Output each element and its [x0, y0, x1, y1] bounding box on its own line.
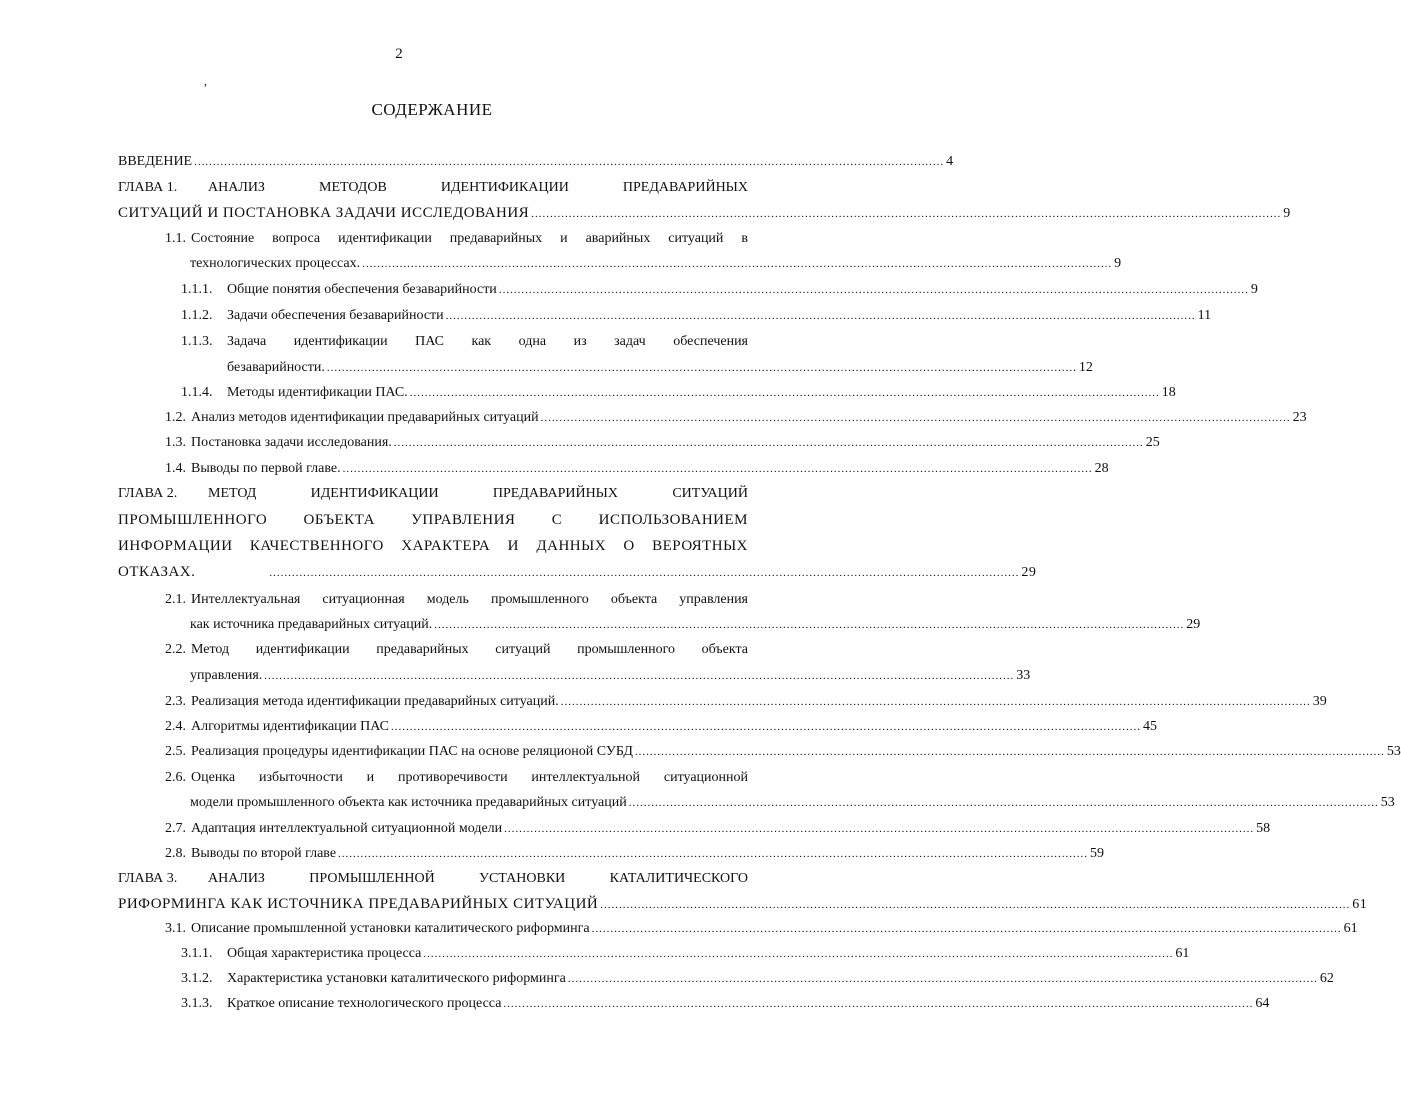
toc-entry[interactable]: [181, 946, 1190, 968]
toc-entry-number: 3.1.2.: [181, 971, 213, 986]
toc-entry-text: Методы идентификации ПАС.: [227, 385, 408, 400]
toc-entry-text: Адаптация интеллектуальной ситуационной модели: [191, 821, 503, 836]
toc-entry-number: 2.6.: [165, 770, 186, 785]
toc-entry-text: Состояние вопроса идентификации предаварийных и аварийных ситуаций в: [191, 231, 748, 246]
toc-dot-leader: ........................................................................................................................................................................................................: [634, 746, 1385, 758]
toc-dot-leader: ........................................................................................................................................................................................................: [269, 567, 1020, 579]
toc-entry[interactable]: [190, 256, 1122, 278]
toc-page-number: 58: [1256, 821, 1271, 836]
toc-dot-leader: ........................................................................................................................................................................................................: [567, 973, 1318, 985]
toc-entry-number: 3.1.3.: [181, 996, 213, 1011]
toc-page-number: 11: [1197, 308, 1212, 323]
toc-dot-leader: ........................................................................................................................................................................................................: [393, 437, 1144, 449]
toc-page-number: 53: [1380, 795, 1395, 810]
toc-entry[interactable]: [118, 205, 1291, 227]
toc-entry-text: РИФОРМИНГА КАК ИСТОЧНИКА ПРЕДАВАРИЙНЫХ СИТУАЦИЙ: [118, 896, 599, 912]
toc-page-number: 9: [1114, 256, 1122, 271]
toc-page-number: 9: [1250, 282, 1258, 297]
scan-mark: ,: [204, 74, 207, 88]
toc-page-number: 23: [1292, 410, 1307, 425]
toc-entry-number: ГЛАВА 1.: [118, 180, 178, 195]
toc-dot-leader: ........................................................................................................................................................................................................: [338, 848, 1089, 860]
toc-entry-number: 1.3.: [165, 435, 186, 450]
toc-entry[interactable]: [165, 410, 1307, 432]
toc-entry-text: Общие понятия обеспечения безаварийности: [227, 282, 497, 297]
toc-entry-text: СИТУАЦИЙ И ПОСТАНОВКА ЗАДАЧИ ИССЛЕДОВАНИЯ: [118, 205, 530, 221]
toc-entry-text: ВВЕДЕНИЕ: [118, 154, 193, 169]
toc-entry-text: Задача идентификации ПАС как одна из задач обеспечения: [227, 334, 748, 349]
toc-entry[interactable]: [227, 360, 1093, 382]
toc-dot-leader: ........................................................................................................................................................................................................: [503, 998, 1254, 1010]
toc-entry[interactable]: [165, 770, 748, 792]
toc-entry[interactable]: [165, 435, 1160, 457]
toc-page-number: 61: [1352, 897, 1368, 912]
toc-entry-number: 2.7.: [165, 821, 186, 836]
toc-entry-text: Характеристика установки каталитического риформинга: [227, 971, 566, 986]
toc-dot-leader: ........................................................................................................................................................................................................: [504, 823, 1255, 835]
toc-dot-leader: ........................................................................................................................................................................................................: [540, 412, 1291, 424]
toc-entry-number: 1.1.4.: [181, 385, 213, 400]
toc-entry[interactable]: [181, 996, 1270, 1018]
toc-entry[interactable]: [118, 538, 748, 560]
toc-page-number: 64: [1255, 996, 1270, 1011]
toc-entry[interactable]: [165, 744, 1401, 766]
toc-dot-leader: ........................................................................................................................................................................................................: [445, 310, 1196, 322]
toc-entry-text: Описание промышленной установки каталитического риформинга: [191, 921, 590, 936]
toc-entry-number: 1.2.: [165, 410, 186, 425]
toc-entry-text: Интеллектуальная ситуационная модель промышленного объекта управления: [191, 592, 748, 607]
toc-entry-text: Общая характеристика процесса: [227, 946, 422, 961]
toc-entry-number: 1.4.: [165, 461, 186, 476]
toc-entry[interactable]: [165, 821, 1271, 843]
toc-entry-text: Метод идентификации предаварийных ситуаций промышленного объекта: [191, 642, 748, 657]
toc-entry[interactable]: [118, 512, 748, 534]
toc-page-number: 9: [1283, 206, 1291, 221]
toc-entry-number: 2.5.: [165, 744, 186, 759]
toc-entry-number: 2.1.: [165, 592, 186, 607]
toc-entry-text: АНАЛИЗ МЕТОДОВ ИДЕНТИФИКАЦИИ ПРЕДАВАРИЙНЫХ: [208, 180, 748, 195]
toc-dot-leader: ........................................................................................................................................................................................................: [434, 619, 1185, 631]
toc-entry-number: 1.1.: [165, 231, 186, 246]
toc-entry[interactable]: [118, 486, 748, 508]
toc-page-number: 53: [1386, 744, 1401, 759]
toc-entry[interactable]: [118, 180, 748, 202]
toc-entry[interactable]: [181, 334, 748, 356]
toc-entry-text: Анализ методов идентификации предаварийных ситуаций: [191, 410, 539, 425]
toc-page-number: 12: [1078, 360, 1093, 375]
toc-entry-text: ИНФОРМАЦИИ КАЧЕСТВЕННОГО ХАРАКТЕРА И ДАННЫХ О ВЕРОЯТНЫХ: [118, 538, 748, 554]
toc-entry-text: Краткое описание технологического процесса: [227, 996, 502, 1011]
toc-page-number: 33: [1016, 668, 1031, 683]
toc-entry[interactable]: [190, 795, 1395, 817]
toc-entry[interactable]: [181, 971, 1334, 993]
toc-entry[interactable]: [118, 896, 1368, 918]
toc-entry-number: ГЛАВА 2.: [118, 486, 178, 501]
toc-entry[interactable]: [165, 461, 1109, 483]
toc-dot-leader: ........................................................................................................................................................................................................: [342, 463, 1093, 475]
toc-dot-leader: ........................................................................................................................................................................................................: [600, 899, 1351, 911]
toc-entry[interactable]: [118, 564, 1037, 586]
toc-page-number: 4: [946, 154, 954, 169]
toc-page-number: 45: [1143, 719, 1158, 734]
toc-entry[interactable]: [181, 282, 1258, 304]
toc-entry[interactable]: [165, 592, 748, 614]
toc-entry[interactable]: [118, 871, 748, 893]
toc-dot-leader: ........................................................................................................................................................................................................: [264, 670, 1015, 682]
toc-page-number: 28: [1094, 461, 1109, 476]
toc-page-number: 29: [1021, 565, 1037, 580]
toc-entry-number: 2.4.: [165, 719, 186, 734]
toc-entry-number: 2.3.: [165, 694, 186, 709]
toc-entry-text: Задачи обеспечения безаварийности: [227, 308, 444, 323]
toc-entry-text: технологических процессах.: [190, 256, 361, 271]
toc-page-number: 62: [1319, 971, 1334, 986]
toc-entry-number: 2.2.: [165, 642, 186, 657]
toc-entry[interactable]: [165, 694, 1327, 716]
toc-entry-text: Реализация метода идентификации предаварийных ситуаций.: [191, 694, 559, 709]
toc-entry-text: Оценка избыточности и противоречивости интеллектуальной ситуационной: [191, 770, 748, 785]
toc-dot-leader: ........................................................................................................................................................................................................: [391, 721, 1142, 733]
page-number: 2: [395, 46, 403, 62]
toc-entry-text: безаварийности.: [227, 360, 325, 375]
toc-dot-leader: ........................................................................................................................................................................................................: [591, 923, 1342, 935]
toc-page-number: 18: [1161, 385, 1176, 400]
toc-entry-text: Алгоритмы идентификации ПАС: [191, 719, 390, 734]
toc-entry-number: 3.1.: [165, 921, 186, 936]
toc-entry[interactable]: [181, 385, 1176, 407]
toc-entry-text: управления.: [190, 668, 263, 683]
toc-entry[interactable]: [165, 846, 1105, 868]
toc-dot-leader: ........................................................................................................................................................................................................: [194, 156, 945, 168]
toc-entry[interactable]: [118, 154, 954, 176]
toc-dot-leader: ........................................................................................................................................................................................................: [423, 948, 1174, 960]
toc-entry[interactable]: [190, 668, 1031, 690]
toc-page-number: 59: [1090, 846, 1105, 861]
toc-entry-text: АНАЛИЗ ПРОМЫШЛЕННОЙ УСТАНОВКИ КАТАЛИТИЧЕСКОГО: [208, 871, 748, 886]
toc-entry-number: ГЛАВА 3.: [118, 871, 178, 886]
toc-entry-number: 1.1.1.: [181, 282, 213, 297]
toc-page-number: 25: [1145, 435, 1160, 450]
toc-entry-number: 1.1.2.: [181, 308, 213, 323]
toc-entry[interactable]: [165, 642, 748, 664]
toc-entry-number: 2.8.: [165, 846, 186, 861]
toc-entry[interactable]: [190, 617, 1201, 639]
toc-dot-leader: ........................................................................................................................................................................................................: [560, 696, 1311, 708]
toc-dot-leader: ........................................................................................................................................................................................................: [531, 208, 1282, 220]
toc-entry[interactable]: [165, 921, 1358, 943]
toc-entry[interactable]: [165, 719, 1158, 741]
toc-entry-text: ОТКАЗАХ.: [118, 564, 196, 580]
toc-entry-text: Реализация процедуры идентификации ПАС на основе реляционой СУБД: [191, 744, 633, 759]
toc-dot-leader: ........................................................................................................................................................................................................: [628, 797, 1379, 809]
toc-dot-leader: ........................................................................................................................................................................................................: [362, 258, 1113, 270]
toc-entry-number: 1.1.3.: [181, 334, 213, 349]
toc-entry-number: 3.1.1.: [181, 946, 213, 961]
toc-entry-text: Выводы по первой главе.: [191, 461, 341, 476]
toc-dot-leader: ........................................................................................................................................................................................................: [498, 284, 1249, 296]
toc-page-number: 39: [1312, 694, 1327, 709]
toc-dot-leader: ........................................................................................................................................................................................................: [409, 387, 1160, 399]
toc-entry-text: Выводы по второй главе: [191, 846, 337, 861]
toc-entry-text: ПРОМЫШЛЕННОГО ОБЪЕКТА УПРАВЛЕНИЯ С ИСПОЛЬЗОВАНИЕМ: [118, 512, 748, 528]
toc-entry-text: МЕТОД ИДЕНТИФИКАЦИИ ПРЕДАВАРИЙНЫХ СИТУАЦИЙ: [208, 486, 748, 501]
toc-page-number: 61: [1343, 921, 1358, 936]
toc-entry-text: как источника предаварийных ситуаций.: [190, 617, 433, 632]
toc-page-number: 61: [1175, 946, 1190, 961]
toc-entry-text: Постановка задачи исследования.: [191, 435, 392, 450]
toc-entry[interactable]: [181, 308, 1212, 330]
toc-entry-text: модели промышленного объекта как источника предаварийных ситуаций: [190, 795, 627, 810]
toc-entry[interactable]: [165, 231, 748, 253]
toc-dot-leader: ........................................................................................................................................................................................................: [326, 362, 1077, 374]
toc-page-number: 29: [1186, 617, 1201, 632]
page-title: СОДЕРЖАНИЕ: [371, 100, 493, 119]
